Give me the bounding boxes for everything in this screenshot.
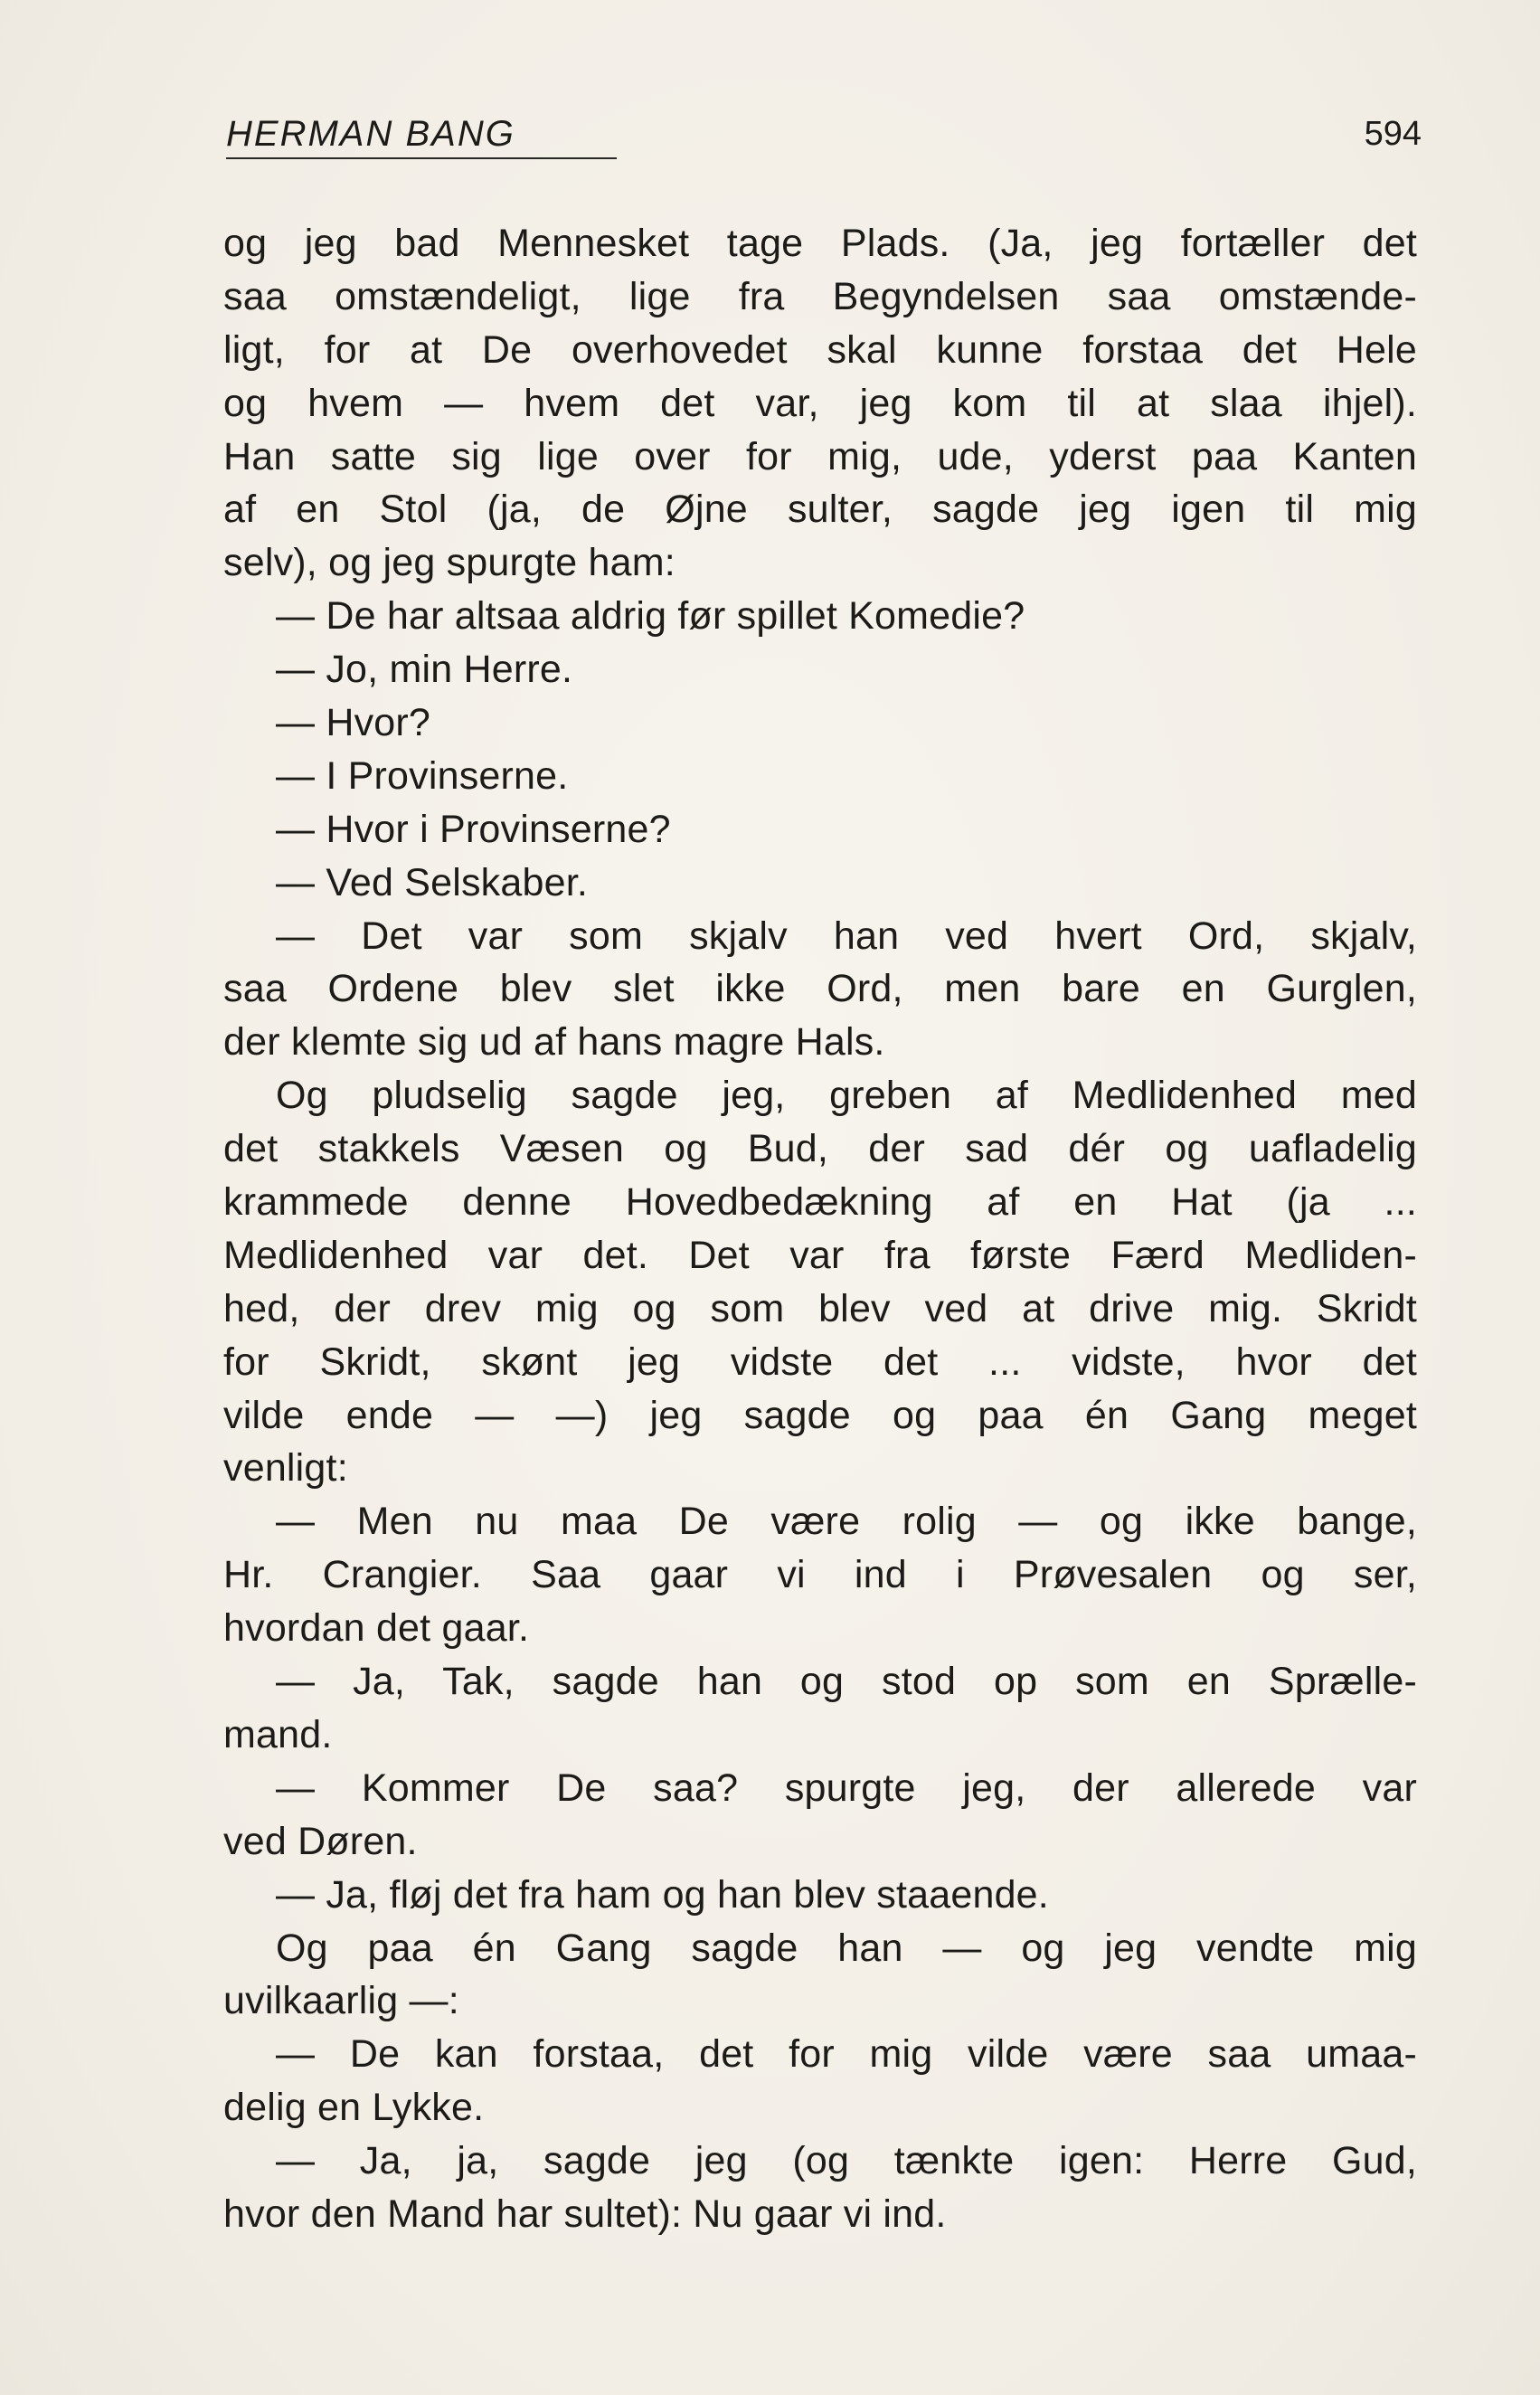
text-line: Og pludselig sagde jeg, greben af Medlidenhed med — [276, 1074, 1417, 1118]
text-line: — Ja, ja, sagde jeg (og tænkte igen: Herre Gud, — [276, 2139, 1417, 2183]
text-line: — Kommer De saa? spurgte jeg, der allerede var — [276, 1765, 1417, 1810]
text-line: — Det var som skjalv han ved hvert Ord, skjalv, — [276, 914, 1417, 958]
text-line: Han satte sig lige over for mig, ude, yderst paa Kanten — [223, 434, 1417, 478]
text-line: hvordan det gaar. — [223, 1606, 530, 1651]
text-line: selv), og jeg spurgte ham: — [223, 541, 676, 585]
text-line: uvilkaarlig —: — [223, 1979, 459, 2023]
text-line: — Ja, Tak, sagde han og stod op som en Sprælle- — [276, 1660, 1417, 1704]
text-line: — Ja, fløj det fra ham og han blev staaende. — [276, 1872, 1049, 1917]
text-line: venligt: — [223, 1446, 348, 1491]
running-head — [226, 107, 1422, 161]
text-line: — De har altsaa aldrig før spillet Komedie? — [276, 594, 1025, 639]
text-line: af en Stol (ja, de Øjne sulter, sagde jeg igen til mig — [223, 488, 1417, 532]
text-line: delig en Lykke. — [223, 2086, 485, 2130]
text-line: for Skridt, skønt jeg vidste det ... vidste, hvor det — [223, 1339, 1417, 1384]
text-line: saa Ordene blev slet ikke Ord, men bare en Gurglen, — [223, 967, 1417, 1011]
text-line: — Hvor? — [276, 701, 431, 745]
text-line: det stakkels Væsen og Bud, der sad dér og uafladelig — [223, 1127, 1417, 1171]
text-line: — Jo, min Herre. — [276, 648, 573, 692]
text-line: ved Døren. — [223, 1819, 418, 1863]
text-line: — De kan forstaa, det for mig vilde være saa umaa- — [276, 2032, 1417, 2077]
running-head-author: HERMAN BANG — [226, 114, 515, 154]
running-head-rule — [226, 157, 617, 159]
text-line: mand. — [223, 1712, 333, 1756]
text-line: hed, der drev mig og som blev ved at drive mig. Skridt — [223, 1286, 1417, 1330]
text-line: hvor den Mand har sultet): Nu gaar vi ind. — [223, 2191, 947, 2236]
text-line: og hvem — hvem det var, jeg kom til at slaa ihjel). — [223, 381, 1417, 425]
body-text — [223, 217, 1417, 2241]
text-line: — Ved Selskaber. — [276, 860, 589, 904]
page-number: 594 — [1364, 115, 1422, 153]
text-line: Og paa én Gang sagde han — og jeg vendte mig — [276, 1926, 1417, 1970]
text-line: Medlidenhed var det. Det var fra første Færd Medliden- — [223, 1233, 1417, 1277]
text-line: krammede denne Hovedbedækning af en Hat (ja ... — [223, 1180, 1417, 1225]
text-line: ligt, for at De overhovedet skal kunne forstaa det Hele — [223, 327, 1417, 372]
text-line: Hr. Crangier. Saa gaar vi ind i Prøvesalen og ser, — [223, 1553, 1417, 1597]
text-line: vilde ende — —) jeg sagde og paa én Gang meget — [223, 1393, 1417, 1437]
text-line: og jeg bad Mennesket tage Plads. (Ja, jeg fortæller det — [223, 222, 1417, 265]
text-line: der klemte sig ud af hans magre Hals. — [223, 1020, 885, 1065]
text-line: saa omstændeligt, lige fra Begyndelsen saa omstænde- — [223, 274, 1417, 318]
text-line: — Men nu maa De være rolig — og ikke bange, — [276, 1500, 1417, 1544]
text-line: — Hvor i Provinserne? — [276, 807, 671, 851]
text-line: — I Provinserne. — [276, 753, 569, 798]
